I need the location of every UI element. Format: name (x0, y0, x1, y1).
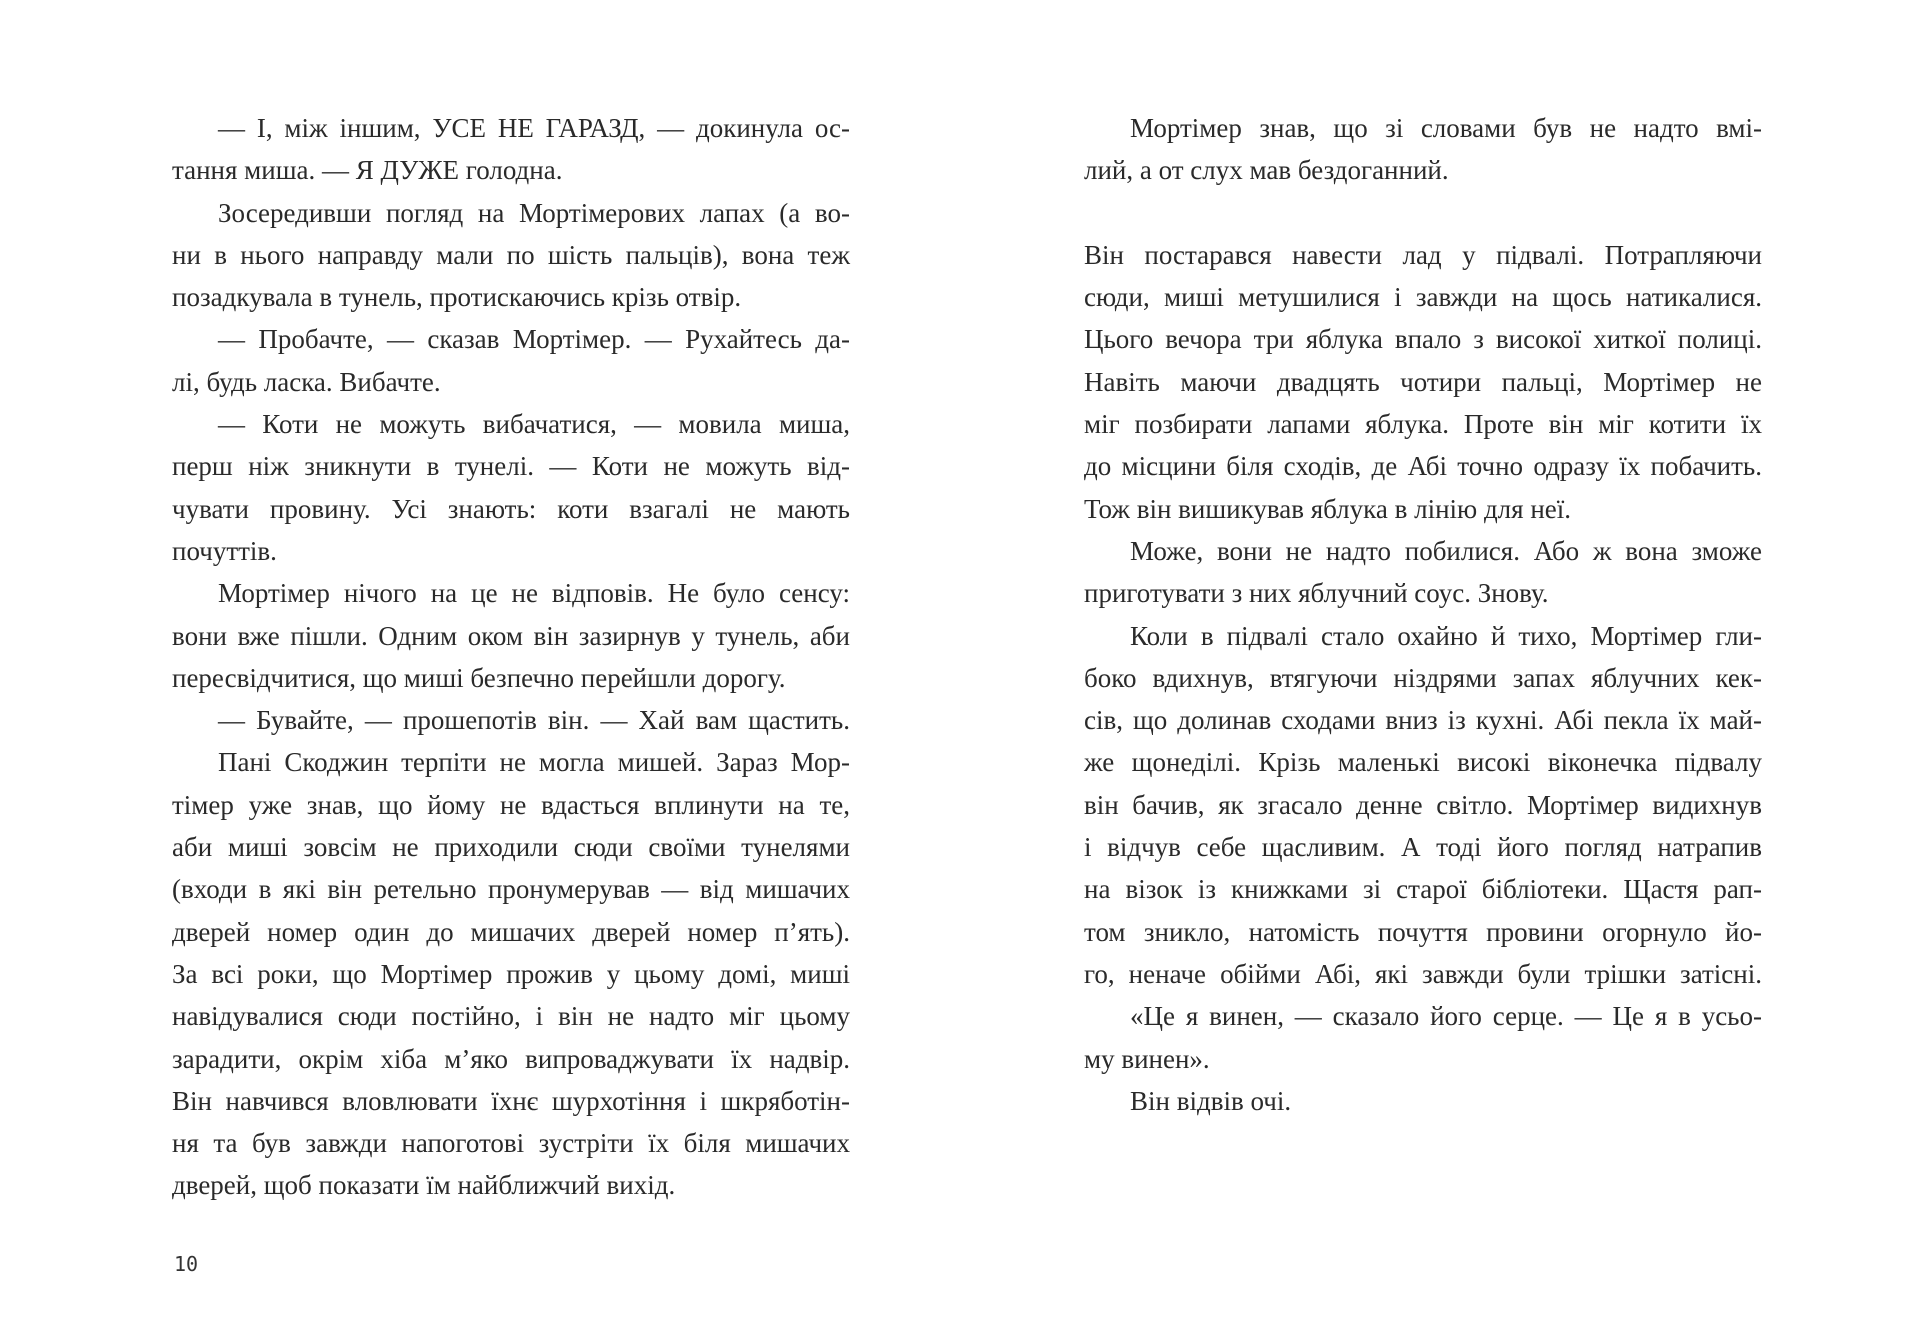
text-line: він бачив, як згасало денне світло. Мортімер видихнув (1084, 789, 1762, 820)
text-line: аби миші зовсім не приходили сюди своїми тунелями (172, 832, 850, 863)
text-line: Він відвів очі. (1130, 1085, 1292, 1116)
text-line: Він постарався навести лад у підвалі. Потрапляючи (1084, 239, 1762, 270)
left-page-text (172, 107, 850, 1207)
text-line: вони вже пішли. Одним оком він зазирнув у тунель, аби (172, 620, 850, 651)
text-line: перш ніж зникнути в тунелі. — Коти не можуть від- (172, 451, 850, 482)
text-line: зарадити, окрім хіба м’яко випроваджувати їх надвір. (172, 1043, 850, 1074)
text-line: лі, будь ласка. Вибачте. (172, 366, 441, 397)
text-line: ни в нього направду мали по шість пальців), вона теж (172, 239, 850, 270)
text-line: — Пробачте, — сказав Мортімер. — Рухайтесь да- (218, 324, 850, 355)
text-line: — І, між іншим, УСЕ НЕ ГАРАЗД, — докинула ос- (218, 113, 850, 143)
text-line: же щонеділі. Крізь маленькі високі віконечка підвалу (1084, 747, 1762, 778)
text-line: тання миша. — Я ДУЖЕ голодна. (172, 155, 563, 186)
text-line: Мортімер нічого на це не відповів. Не було сенсу: (218, 578, 850, 609)
text-line: — Коти не можуть вибачатися, — мовила миша, (218, 409, 850, 440)
text-line: Тож він вишикував яблука в лінію для неї. (1084, 493, 1572, 524)
text-line: му винен». (1084, 1043, 1210, 1074)
text-line: на візок із книжками зі старої бібліотеки. Щастя рап- (1084, 874, 1762, 905)
text-line: сів, що долинав сходами вниз із кухні. Абі пекла їх май- (1084, 705, 1762, 736)
text-line: Пані Скоджин терпіти не могла мишей. Зараз Мор- (218, 747, 850, 778)
text-line: дверей номер один до мишачих дверей номер п’ять). (172, 916, 850, 947)
text-line: Зосередивши погляд на Мортімерових лапах (а во- (218, 197, 850, 228)
text-line: навідувалися сюди постійно, і він не надто міг цьому (172, 1001, 850, 1032)
text-line: чувати провину. Усі знають: коти взагалі не мають (172, 493, 850, 524)
text-line: тімер уже знав, що йому не вдасться вплинути на те, (172, 789, 850, 820)
text-line: Цього вечора три яблука впало з високої хиткої полиці. (1084, 324, 1762, 355)
text-line: боко вдихнув, втягуючи ніздрями запах яблучних кек- (1084, 662, 1762, 693)
text-line: За всі роки, що Мортімер прожив у цьому домі, миші (172, 958, 850, 989)
text-line: до місцини біля сходів, де Абі точно одразу їх побачить. (1084, 451, 1762, 482)
text-line: ня та був завжди напоготові зустріти їх біля мишачих (172, 1128, 850, 1159)
text-line: сюди, миші метушилися і завжди на щось натикалися. (1084, 282, 1762, 313)
text-line: дверей, щоб показати їм найближчий вихід. (172, 1170, 676, 1201)
text-line: і відчув себе щасливим. А тоді його погляд натрапив (1084, 832, 1762, 863)
text-line: позадкувала в тунель, протискаючись крізь отвір. (172, 282, 742, 313)
text-line: Навіть маючи двадцять чотири пальці, Мортімер не (1084, 366, 1762, 397)
text-line: Мортімер знав, що зі словами був не надто вмі- (1130, 113, 1762, 143)
text-line: го, неначе обійми Абі, які завжди були трішки затісні. (1084, 958, 1762, 989)
text-line: пересвідчитися, що миші безпечно перейшли дорогу. (172, 662, 786, 693)
right-page-text (1084, 107, 1762, 1122)
text-line: «Це я винен, — сказало його серце. — Це я в усьо- (1130, 1001, 1762, 1032)
text-line: Може, вони не надто побилися. Або ж вона зможе (1130, 535, 1762, 566)
text-line: почуттів. (172, 535, 277, 566)
text-line: міг позбирати лапами яблука. Проте він міг котити їх (1084, 409, 1762, 440)
text-line: (входи в які він ретельно пронумерував — від мишачих (172, 874, 850, 905)
text-line: Він навчився вловлювати їхнє шурхотіння і шкряботін- (172, 1085, 850, 1116)
text-line: — Бувайте, — прошепотів він. — Хай вам щастить. (218, 705, 850, 736)
page-number: 10 (174, 1252, 199, 1276)
text-line: Коли в підвалі стало охайно й тихо, Мортімер гли- (1130, 620, 1762, 651)
text-line: приготувати з них яблучний соус. Знову. (1084, 578, 1549, 609)
text-line: лий, а от слух мав бездоганний. (1084, 155, 1449, 186)
text-line: том зникло, натомість почуття провини огорнуло йо- (1084, 916, 1762, 947)
